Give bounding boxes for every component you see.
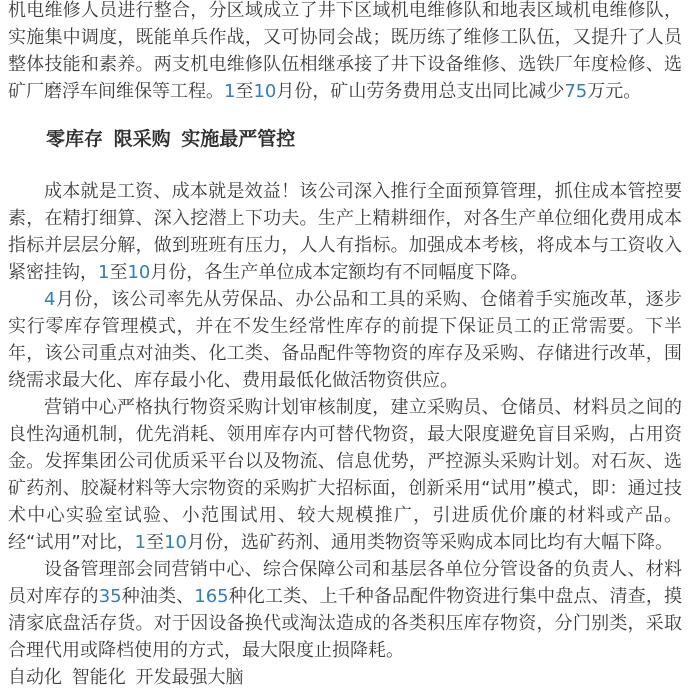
highlighted-number: 35 xyxy=(98,586,122,607)
paragraph xyxy=(8,394,682,556)
text-run: 至 xyxy=(146,532,165,553)
highlighted-number: 10 xyxy=(253,81,277,102)
text-run: 月份，各生产单位成本定额均有不同幅度下降。 xyxy=(150,262,529,283)
highlighted-number: 1 xyxy=(224,81,236,102)
highlighted-number: 165 xyxy=(194,586,229,607)
paragraph xyxy=(8,556,682,664)
text-run: 月份，选矿药剂、通用类物资等采购成本同比均有大幅下降。 xyxy=(187,532,674,553)
next-section-heading xyxy=(8,664,682,691)
text-run: 万元。 xyxy=(587,81,642,102)
text-run: 种化工类、上千种备品配件物资进行集中盘点、清查，摸清家底盘活存货。对于因设备换代或淘汰造成的各类积压库存物资，分门别类，采取合理代用或降档使用的方式，最大限度止损降耗。 xyxy=(8,586,683,661)
text-run: 月份，矿山劳务费用总支出同比减少 xyxy=(276,81,565,102)
text-run: 成本就是工资、成本就是效益！该公司深入推行全面预算管理，抓住成本管控要素，在精打细算、深入挖潜上下功夫。生产上精耕细作，对各生产单位细化费用成本指标并层层分解，做到班班有压力，人人有指标。加强成本考核，将成本与工资收入紧密挂钩， xyxy=(8,181,682,283)
text-run: 营销中心严格执行物资采购计划审核制度，建立采购员、仓储员、材料员之间的良性沟通机制，优先消耗、领用库存内可替代物资，最大限度避免盲目采购，占用资金。发挥集团公司优质采平台以及物流、信息优势，严控源头采购计划。对石灰、选矿药剂、胶凝材料等大宗物资的采购扩大招标面，创新采用“试用”模式，即：通过技术中心实验室试验、小范围试用、较大规模推广，引进质优价廉的材料或产品。经“试用”对比， xyxy=(8,397,682,553)
highlighted-number: 10 xyxy=(127,262,151,283)
text-run: 机电维修人员进行整合，分区域成立了井下区域机电维修队和地表区域机电维修队，实施集中调度，既能单兵作战，又可协同会战；既历练了维修工队伍，又提升了人员整体技能和素养。两支机电维修队伍相继承接了井下设备维修、选铁厂年度检修、选矿厂磨浮车间维保等工程。 xyxy=(8,0,682,102)
text-run: 设备管理部会同营销中心、综合保障公司和基层各单位分管设备的负责人、材料员对库存的 xyxy=(8,559,682,607)
text-run: 自动化 智能化 开发最强大脑 xyxy=(8,667,244,688)
document-body xyxy=(8,0,682,691)
highlighted-number: 75 xyxy=(564,81,588,102)
paragraph xyxy=(8,0,682,105)
text-run: 至 xyxy=(109,262,128,283)
text-run: 至 xyxy=(235,81,254,102)
highlighted-number: 1 xyxy=(98,262,110,283)
text-run: 零库存 限采购 实施最严管控 xyxy=(46,128,296,150)
highlighted-number: 1 xyxy=(134,532,147,553)
paragraph xyxy=(8,286,682,394)
highlighted-number: 4 xyxy=(44,289,56,310)
text-run: 月份，该公司率先从劳保品、办公品和工具的采购、仓储着手实施改革，逐步实行零库存管理模式，并在不发生经常性库存的前提下保证员工的正常需要。下半年，该公司重点对油类、化工类、备品配件等物资的库存及采购、存储进行改革，围绕需求最大化、库存最小化、费用最低化做活物资供应。 xyxy=(8,289,682,391)
highlighted-number: 10 xyxy=(164,532,188,553)
paragraph xyxy=(8,178,682,286)
text-run: 种油类、 xyxy=(121,586,195,607)
section-heading xyxy=(8,126,682,153)
